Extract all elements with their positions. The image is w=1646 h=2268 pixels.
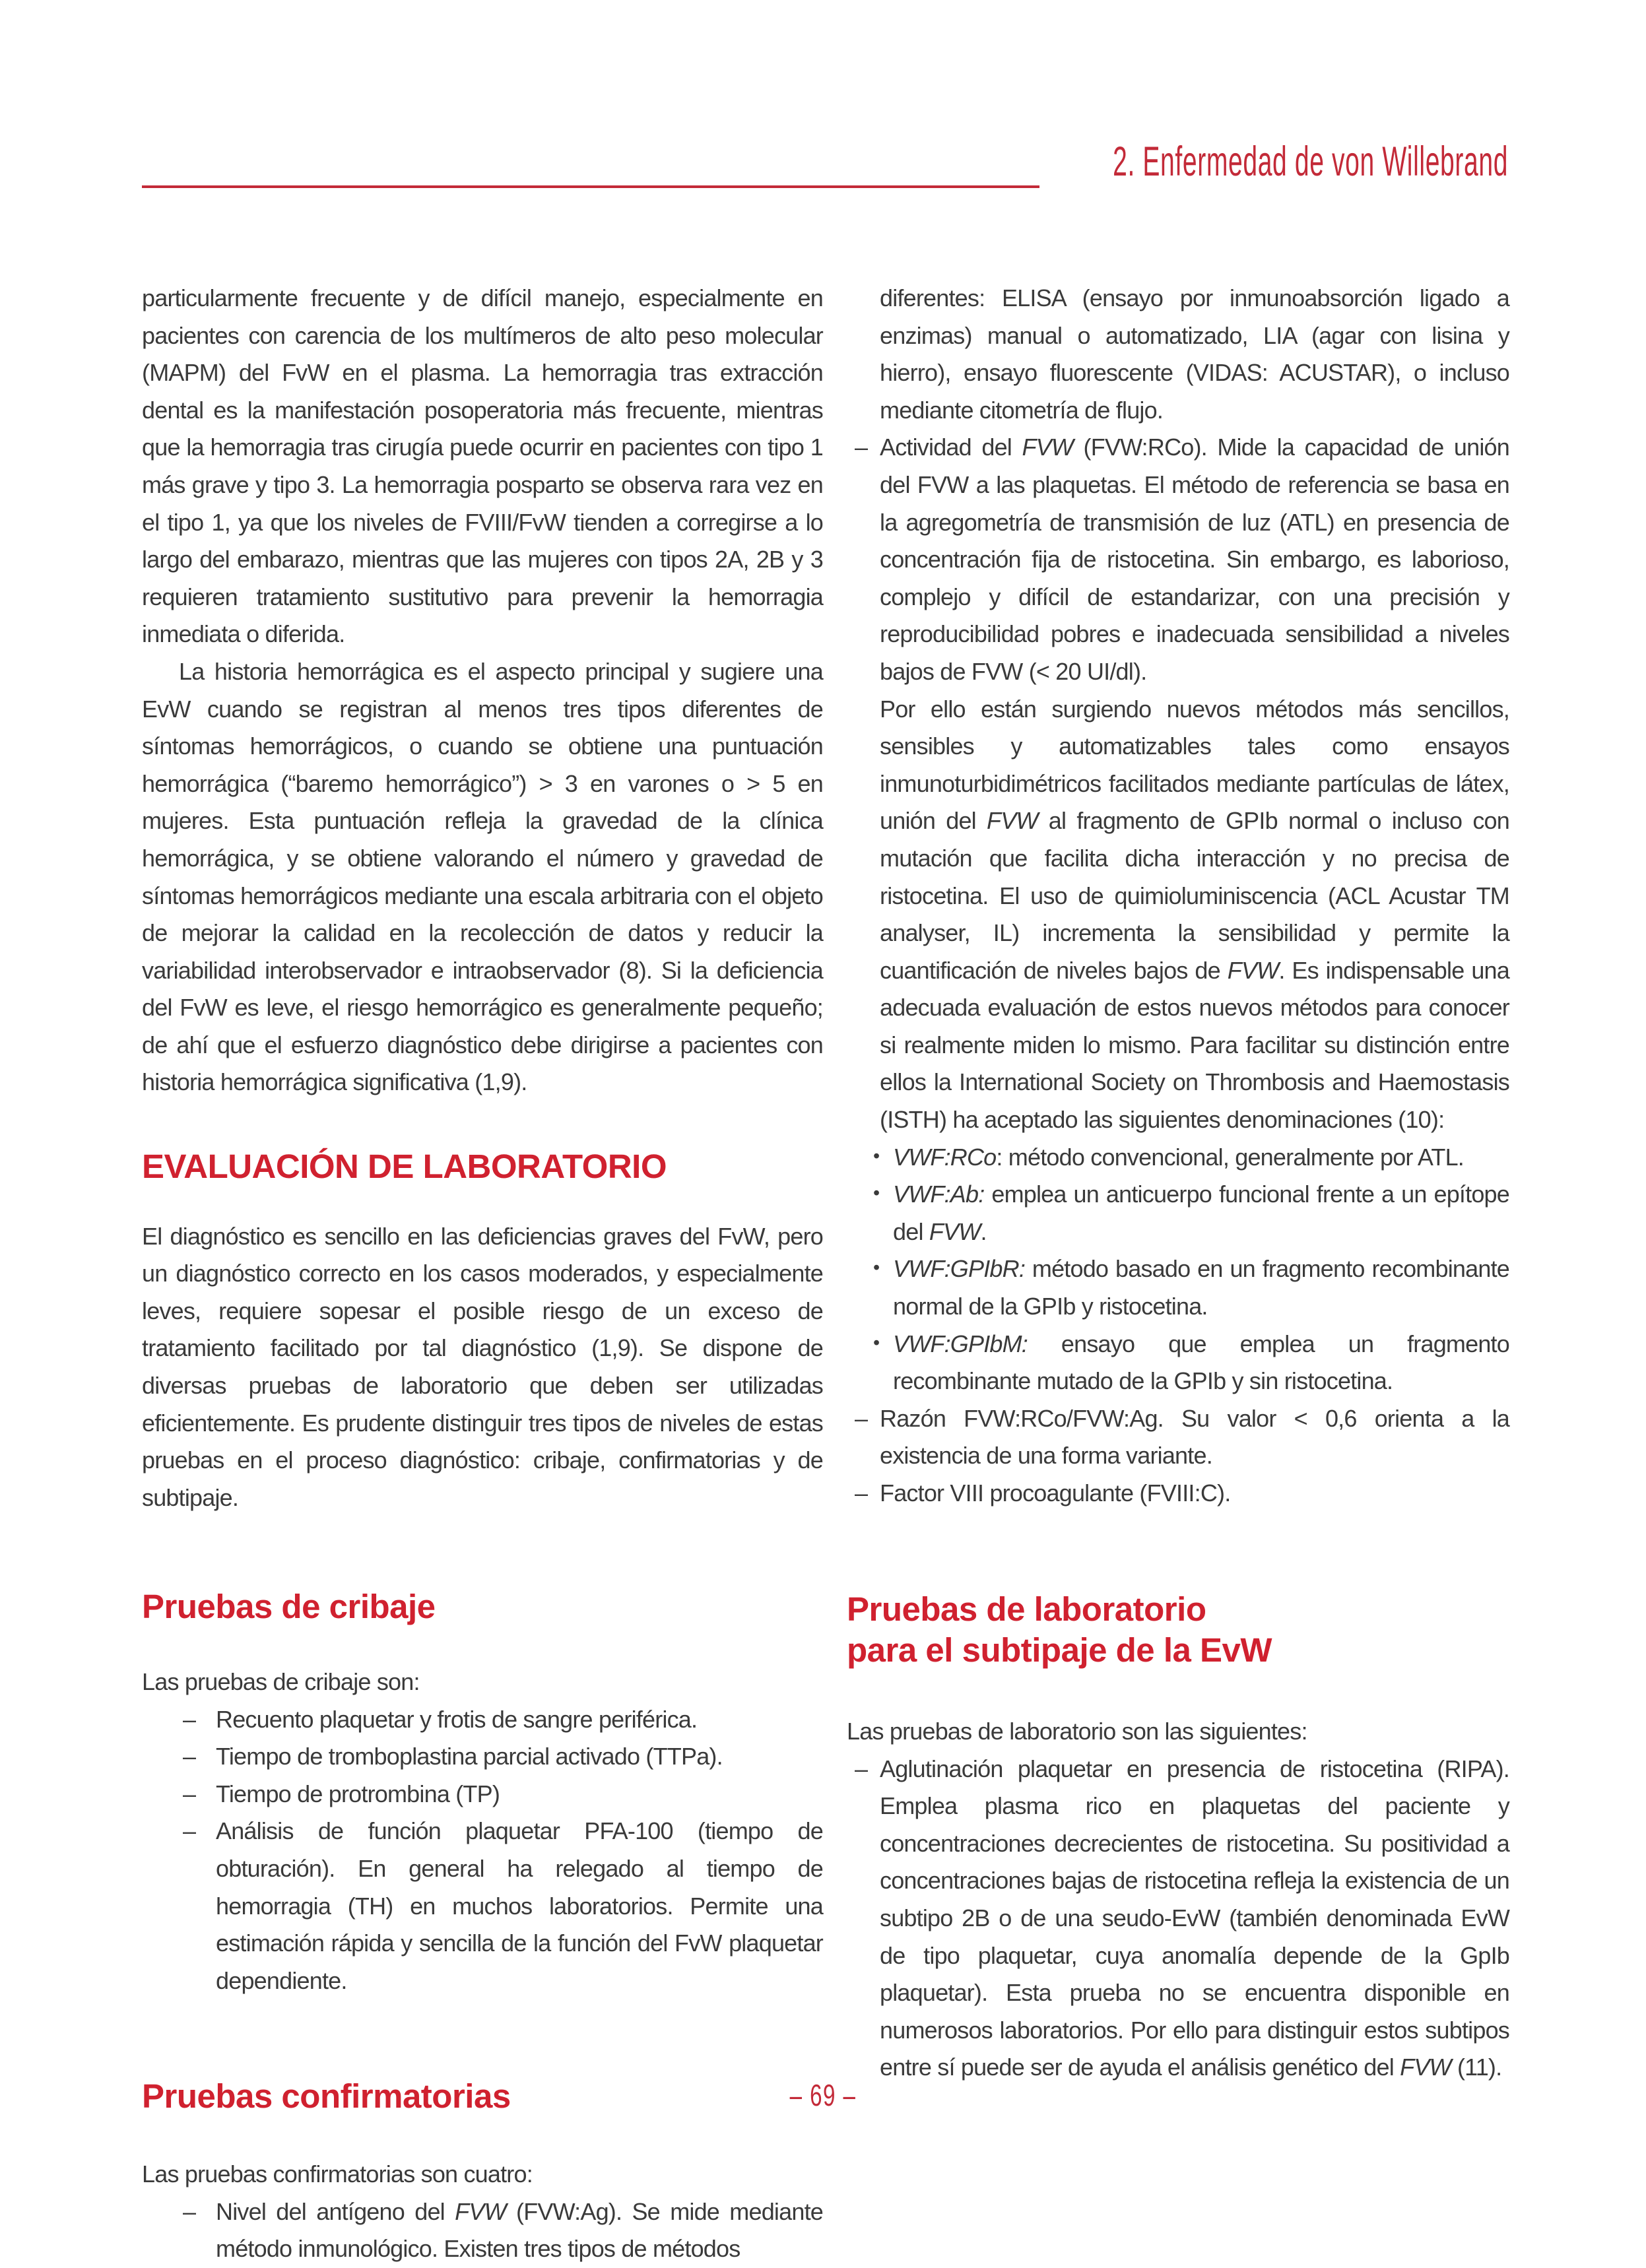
chapter-title: 2. Enfermedad de von Willebrand (1113, 139, 1508, 185)
bullet-item-vwf-gpibr (847, 1250, 1509, 1325)
header-rule (142, 185, 1039, 188)
dash-marker: – (183, 1780, 196, 1807)
bullet-item-vwf-rco (847, 1139, 1509, 1177)
paragraph-nuevos-metodos: Por ello están surgiendo nuevos métodos más sencillos, sensibles y automatizables tales como ensayos inmunoturbidimétricos facilitados mediante partículas de látex, unión del FVW al fragmento de GPIb normal o incluso con mutación que facilita dicha interacción y no precisa de ristocetina. El uso de quimioluminiscencia (ACL Acustar TM analyser, IL) incrementa la sensibilidad y permite la cuantificación de niveles bajos de FVW. Es indispensable una adecuada evaluación de estos nuevos métodos para conocer si realmente miden lo mismo. Para facilitar su distinción entre ellos la International Society on Thrombosis and Haemostasis (ISTH) ha aceptado las siguientes denominaciones (10): (880, 695, 1509, 1134)
list-item-nivel-antigeno (142, 2193, 823, 2268)
section-heading-pruebas-subtipaje (847, 1589, 1509, 1671)
section-heading-pruebas-cribaje: Pruebas de cribaje (142, 1588, 436, 1626)
left-column (142, 280, 823, 2268)
section-heading-evaluacion-laboratorio: EVALUACIÓN DE LABORATORIO (142, 1148, 667, 1186)
bullet-item-vwf-ab (847, 1176, 1509, 1250)
list-item-ttpa (142, 1738, 823, 1776)
dash-marker: – (183, 1817, 196, 1845)
screening-intro: Las pruebas de cribaje son: (142, 1668, 420, 1696)
paragraph-metodos-continuacion: diferentes: ELISA (ensayo por inmunoabsorción ligado a enzimas) manual o automatizado, LIA (agar con lisina y hierro), ensayo fluorescente (VIDAS: ACUSTAR), o incluso mediante citometría de flujo. (880, 284, 1509, 424)
dash-marker: – (183, 1743, 196, 1770)
heading-line-1: Pruebas de laboratorio (847, 1590, 1206, 1628)
list-item-recuento (142, 1701, 823, 1739)
paragraph-diagnostico: El diagnóstico es sencillo en las deficiencias graves del FvW, pero un diagnóstico correcto en los casos moderados, y especialmente leves, requiere sopesar el posible riesgo de un exceso de tratamiento facilitado por tal diagnóstico (1,9). Se dispone de diversas pruebas de laboratorio que deben ser utilizadas eficientemente. Es prudente distinguir tres tipos de niveles de estas pruebas en el proceso diagnóstico: cribaje, confirmatorias y de subtipaje. (142, 1222, 823, 1511)
list-item-tp (142, 1776, 823, 1813)
paragraph-clinical-2: La historia hemorrágica es el aspecto principal y sugiere una EvW cuando se registran al menos tres tipos diferentes de síntomas hemorrágicos, o cuando se obtiene una puntuación hemorrágica (“baremo hemorrágico”) > 3 en varones o > 5 en mujeres. Esta puntuación refleja la gravedad de la clínica hemorrágica, y se obtiene valorando el número y gravedad de síntomas hemorrágicos mediante una escala arbitraria con el objeto de mejorar la calidad en la recolección de datos y reducir la variabilidad interobservador e intraobservador (8). Si la deficiencia del FvW es leve, el riesgo hemorrágico es generalmente pequeño; de ahí que el esfuerzo diagnóstico debe dirigirse a pacientes con historia hemorrágica significativa (1,9). (142, 657, 823, 1096)
list-item-text: Actividad del FVW (FVW:RCo). Mide la capacidad de unión del FVW a las plaquetas. El método de referencia se basa en la agregometría de transmisión de luz (ATL) en presencia de concentración fija de ristocetina. Sin embargo, es laborioso, complejo y difícil de estandarizar, con una precisión y reproducibilidad pobres e inadecuada sensibilidad a niveles bajos de FVW (< 20 UI/dl). (880, 434, 1509, 685)
dash-marker: – (183, 2197, 196, 2225)
bullet-item-text: VWF:Ab: emplea un anticuerpo funcional frente a un epítope del FVW. (893, 1181, 1509, 1245)
list-item-text: Recuento plaquetar y frotis de sangre periférica. (216, 1705, 698, 1733)
bullet-item-text: VWF:RCo: método convencional, generalmente por ATL. (893, 1143, 1464, 1171)
subtyping-intro: Las pruebas de laboratorio son las siguientes: (847, 1718, 1307, 1745)
bullet-marker: • (873, 1257, 880, 1279)
dash-marker: – (855, 434, 868, 461)
list-item-pfa100 (142, 1813, 823, 1999)
list-item-text: Análisis de función plaquetar PFA-100 (tiempo de obturación). En general ha relegado al tiempo de hemorragia (TH) en muchos laboratorios. Permite una estimación rápida y sencilla de la función del FvW plaquetar dependiente. (216, 1817, 823, 1994)
bullet-marker: • (873, 1145, 880, 1167)
list-item-razon (847, 1400, 1509, 1475)
dash-marker: – (855, 1404, 868, 1432)
paragraph-clinical-1: particularmente frecuente y de difícil manejo, especialmente en pacientes con carencia de los multímeros de alto peso molecular (MAPM) del FvW en el plasma. La hemorragia tras extracción dental es la manifestación posoperatoria más frecuente, mientras que la hemorragia tras cirugía puede ocurrir en pacientes con tipo 1 más grave y tipo 3. La hemorragia posparto se observa rara vez en el tipo 1, ya que los niveles de FVIII/FvW tienden a corregirse a lo largo del embarazo, mientras que las mujeres con tipos 2A, 2B y 3 requieren tratamiento sustitutivo para prevenir la hemorragia inmediata o diferida. (142, 284, 823, 648)
list-item-ripa (847, 1751, 1509, 2087)
list-item-text: Aglutinación plaquetar en presencia de ristocetina (RIPA). Emplea plasma rico en plaquetas del paciente y concentraciones decrecientes de ristocetina. Su positividad a concentraciones bajas de ristocetina refleja la existencia de un subtipo 2B o de una seudo-EvW (también denominada EvW de tipo plaquetar, cuya anomalía depende de la GpIb plaquetar). Esta prueba no se encuentra disponible en numerosos laboratorios. Por ello para distinguir estos subtipos entre sí puede ser de ayuda el análisis genético del FVW (11). (880, 1755, 1509, 2081)
list-item-text: Nivel del antígeno del FVW (FVW:Ag). Se mide mediante método inmunológico. Existen tres tipos de métodos (216, 2197, 823, 2263)
heading-line-2: para el subtipaje de la EvW (847, 1631, 1272, 1669)
bullet-item-text: VWF:GPIbM: ensayo que emplea un fragmento recombinante mutado de la GPIb y sin ristocetina. (893, 1330, 1509, 1395)
list-item-text: Razón FVW:RCo/FVW:Ag. Su valor < 0,6 orienta a la existencia de una forma variante. (880, 1404, 1509, 1470)
dash-marker: – (855, 1755, 868, 1782)
list-item-text: Factor VIII procoagulante (FVIII:C). (880, 1479, 1231, 1507)
bullet-item-text: VWF:GPIbR: método basado en un fragmento recombinante normal de la GPIb y ristocetina. (893, 1255, 1509, 1320)
list-item-actividad-fvw (847, 429, 1509, 690)
right-column (847, 280, 1509, 2087)
dash-marker: – (855, 1479, 868, 1507)
list-item-text: Tiempo de tromboplastina parcial activado (TTPa). (216, 1743, 723, 1770)
dash-marker: – (183, 1705, 196, 1733)
section-heading-pruebas-confirmatorias: Pruebas confirmatorias (142, 2077, 511, 2116)
list-item-factor-viii (847, 1475, 1509, 1512)
bullet-item-vwf-gpibm (847, 1326, 1509, 1400)
confirmatory-intro: Las pruebas confirmatorias son cuatro: (142, 2160, 533, 2188)
bullet-marker: • (873, 1183, 880, 1204)
bullet-marker: • (873, 1332, 880, 1353)
list-item-text: Tiempo de protrombina (TP) (216, 1780, 500, 1807)
page-number: – 69 – (789, 2078, 857, 2112)
